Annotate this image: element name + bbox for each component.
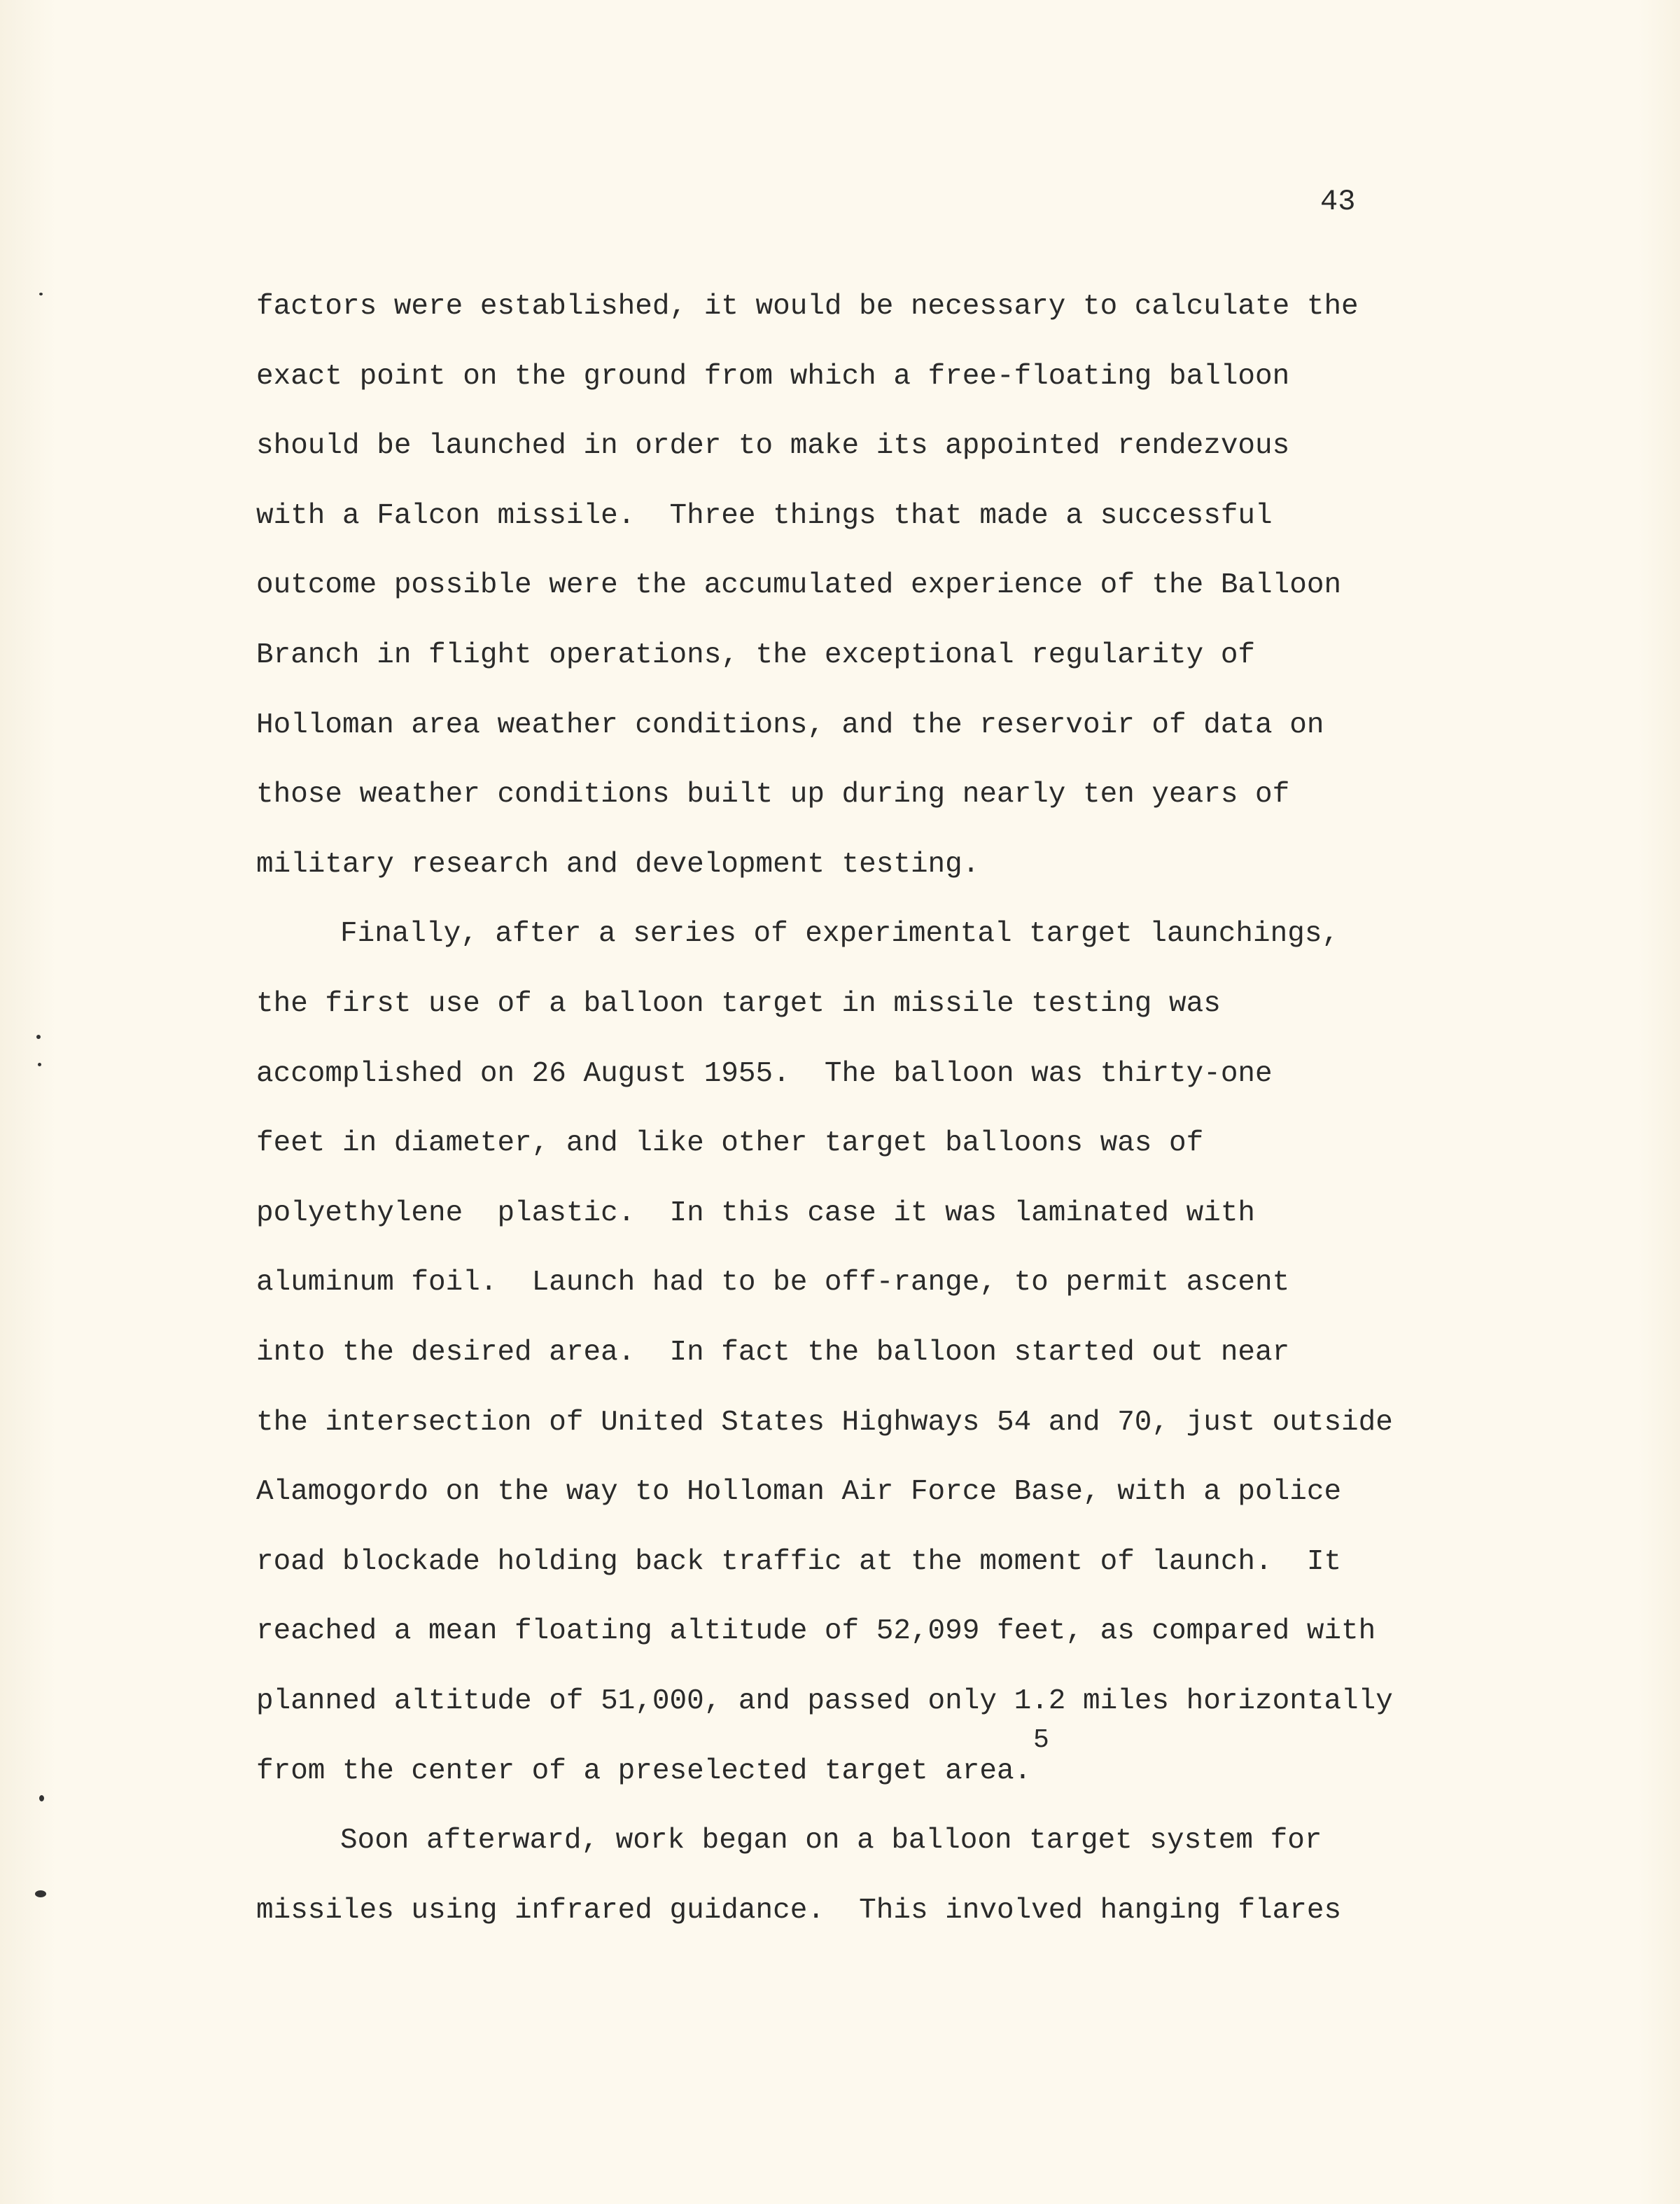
text-line: Branch in flight operations, the exceptional regularity of — [256, 639, 1256, 671]
page-number: 43 — [1320, 185, 1356, 218]
text-line: feet in diameter, and like other target balloons was of — [256, 1127, 1204, 1159]
text-line: military research and development testing. — [256, 849, 980, 881]
footnote-reference: 5 — [1033, 1725, 1049, 1755]
paragraph-first-line: Finally, after a series of experimental target launchings, — [340, 918, 1340, 950]
text-line: Alamogordo on the way to Holloman Air Force Base, with a police — [256, 1476, 1342, 1508]
text-line: planned altitude of 51,000, and passed only 1.2 miles horizontally — [256, 1685, 1393, 1717]
text-line: missiles using infrared guidance. This involved hanging flares — [256, 1895, 1342, 1927]
text-line: exact point on the ground from which a free-floating balloon — [256, 361, 1290, 393]
margin-speck — [39, 293, 43, 295]
text-line: Holloman area weather conditions, and the reservoir of data on — [256, 709, 1324, 741]
text-line: from the center of a preselected target area. — [256, 1755, 1032, 1787]
margin-speck — [38, 1063, 41, 1066]
text-line: reached a mean floating altitude of 52,099 feet, as compared with — [256, 1615, 1376, 1647]
text-line: into the desired area. In fact the balloon started out near — [256, 1337, 1290, 1369]
text-line: road blockade holding back traffic at the moment of launch. It — [256, 1546, 1342, 1578]
text-line: factors were established, it would be necessary to calculate the — [256, 291, 1359, 323]
text-line: polyethylene plastic. In this case it was laminated with — [256, 1197, 1256, 1229]
margin-speck — [39, 1795, 44, 1801]
text-line: outcome possible were the accumulated experience of the Balloon — [256, 569, 1342, 601]
text-line: the intersection of United States Highways 54 and 70, just outside — [256, 1407, 1393, 1439]
text-line: those weather conditions built up during nearly ten years of — [256, 779, 1290, 811]
text-line: with a Falcon missile. Three things that made a successful — [256, 500, 1273, 532]
text-line: aluminum foil. Launch had to be off-range, to permit ascent — [256, 1267, 1290, 1299]
text-line: accomplished on 26 August 1955. The balloon was thirty-one — [256, 1058, 1273, 1090]
margin-speck — [35, 1890, 46, 1897]
margin-speck — [36, 1035, 41, 1039]
text-line: should be launched in order to make its appointed rendezvous — [256, 430, 1290, 462]
paragraph-first-line: Soon afterward, work began on a balloon target system for — [340, 1825, 1322, 1857]
text-line: the first use of a balloon target in missile testing was — [256, 988, 1221, 1020]
